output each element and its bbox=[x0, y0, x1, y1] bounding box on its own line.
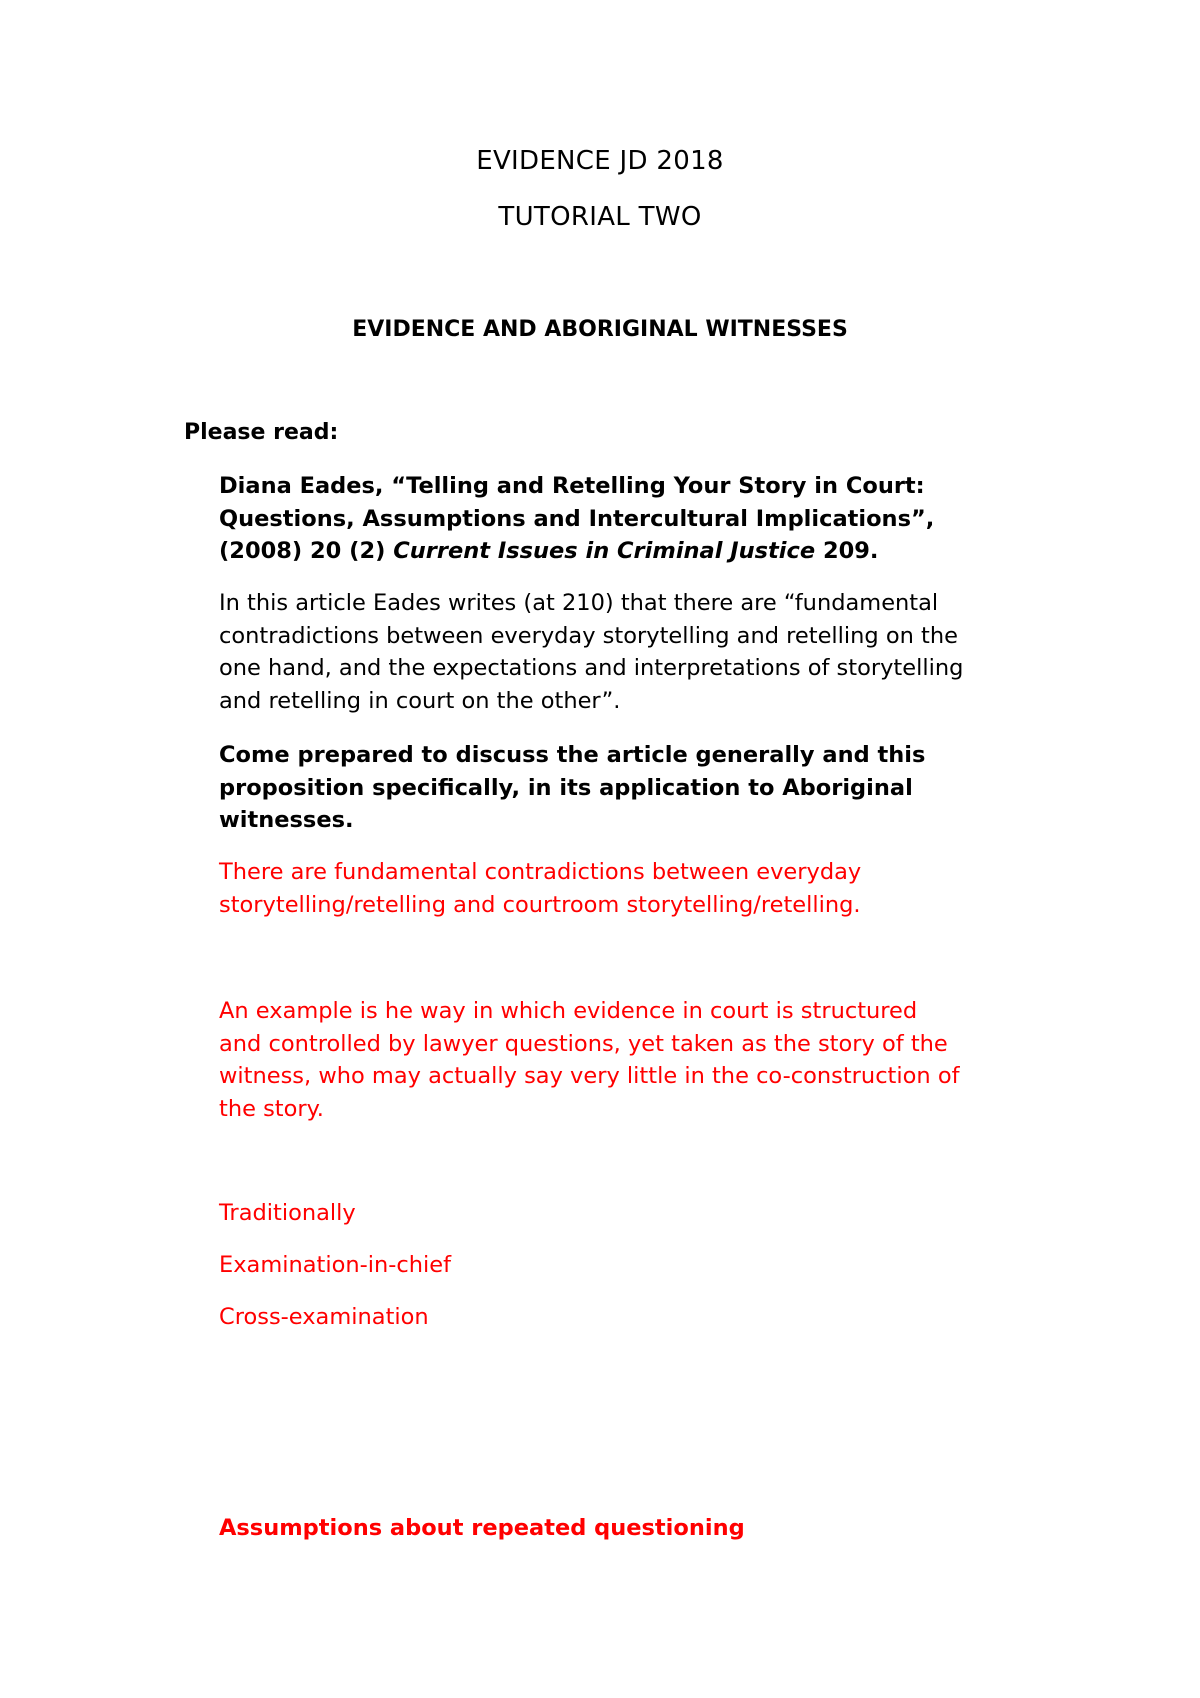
note-list-item: Cross-examination bbox=[219, 1304, 429, 1330]
note-line: witness, who may actually say very little in the co-construction of bbox=[219, 1063, 960, 1089]
citation-line: Questions, Assumptions and Intercultural Implications”, bbox=[219, 505, 935, 532]
note-line: the story. bbox=[219, 1095, 324, 1122]
tutorial-title: TUTORIAL TWO bbox=[498, 202, 702, 232]
citation-block bbox=[219, 470, 1059, 568]
course-title: EVIDENCE JD 2018 bbox=[476, 146, 724, 176]
topic-heading: EVIDENCE AND ABORIGINAL WITNESSES bbox=[352, 317, 848, 342]
please-read-label: Please read: bbox=[184, 420, 339, 445]
summary-line: one hand, and the expectations and interpretations of storytelling bbox=[219, 655, 964, 681]
note-line: storytelling/retelling and courtroom storytelling/retelling. bbox=[219, 891, 861, 918]
note-line: and controlled by lawyer questions, yet taken as the story of the bbox=[219, 1030, 948, 1057]
summary-paragraph bbox=[219, 587, 1059, 717]
note-line: An example is he way in which evidence in court is structured bbox=[219, 998, 918, 1024]
citation-year: (2008) 20 (2) bbox=[219, 538, 394, 564]
instruction-line: witnesses. bbox=[219, 807, 354, 833]
note-list-item: Examination-in-chief bbox=[219, 1252, 452, 1278]
summary-line: and retelling in court on the other”. bbox=[219, 687, 621, 714]
summary-line: In this article Eades writes (at 210) that there are “fundamental bbox=[219, 590, 939, 616]
citation-page: 209. bbox=[815, 538, 879, 564]
instruction-paragraph bbox=[219, 739, 1059, 837]
instruction-line: Come prepared to discuss the article generally and this bbox=[219, 742, 926, 768]
note-list-item: Traditionally bbox=[219, 1200, 356, 1226]
citation-line-last bbox=[219, 535, 1059, 568]
note-line: There are fundamental contradictions between everyday bbox=[219, 859, 862, 885]
note-point-2 bbox=[219, 995, 1059, 1125]
citation-line: Diana Eades, “Telling and Retelling Your Story in Court: bbox=[219, 473, 925, 499]
instruction-line: proposition specifically, in its application to Aboriginal bbox=[219, 774, 913, 801]
note-point-1 bbox=[219, 856, 1059, 921]
journal-title: Current Issues in Criminal Justice bbox=[393, 538, 816, 564]
summary-line: contradictions between everyday storytelling and retelling on the bbox=[219, 622, 958, 649]
notes-heading: Assumptions about repeated questioning bbox=[219, 1515, 745, 1541]
